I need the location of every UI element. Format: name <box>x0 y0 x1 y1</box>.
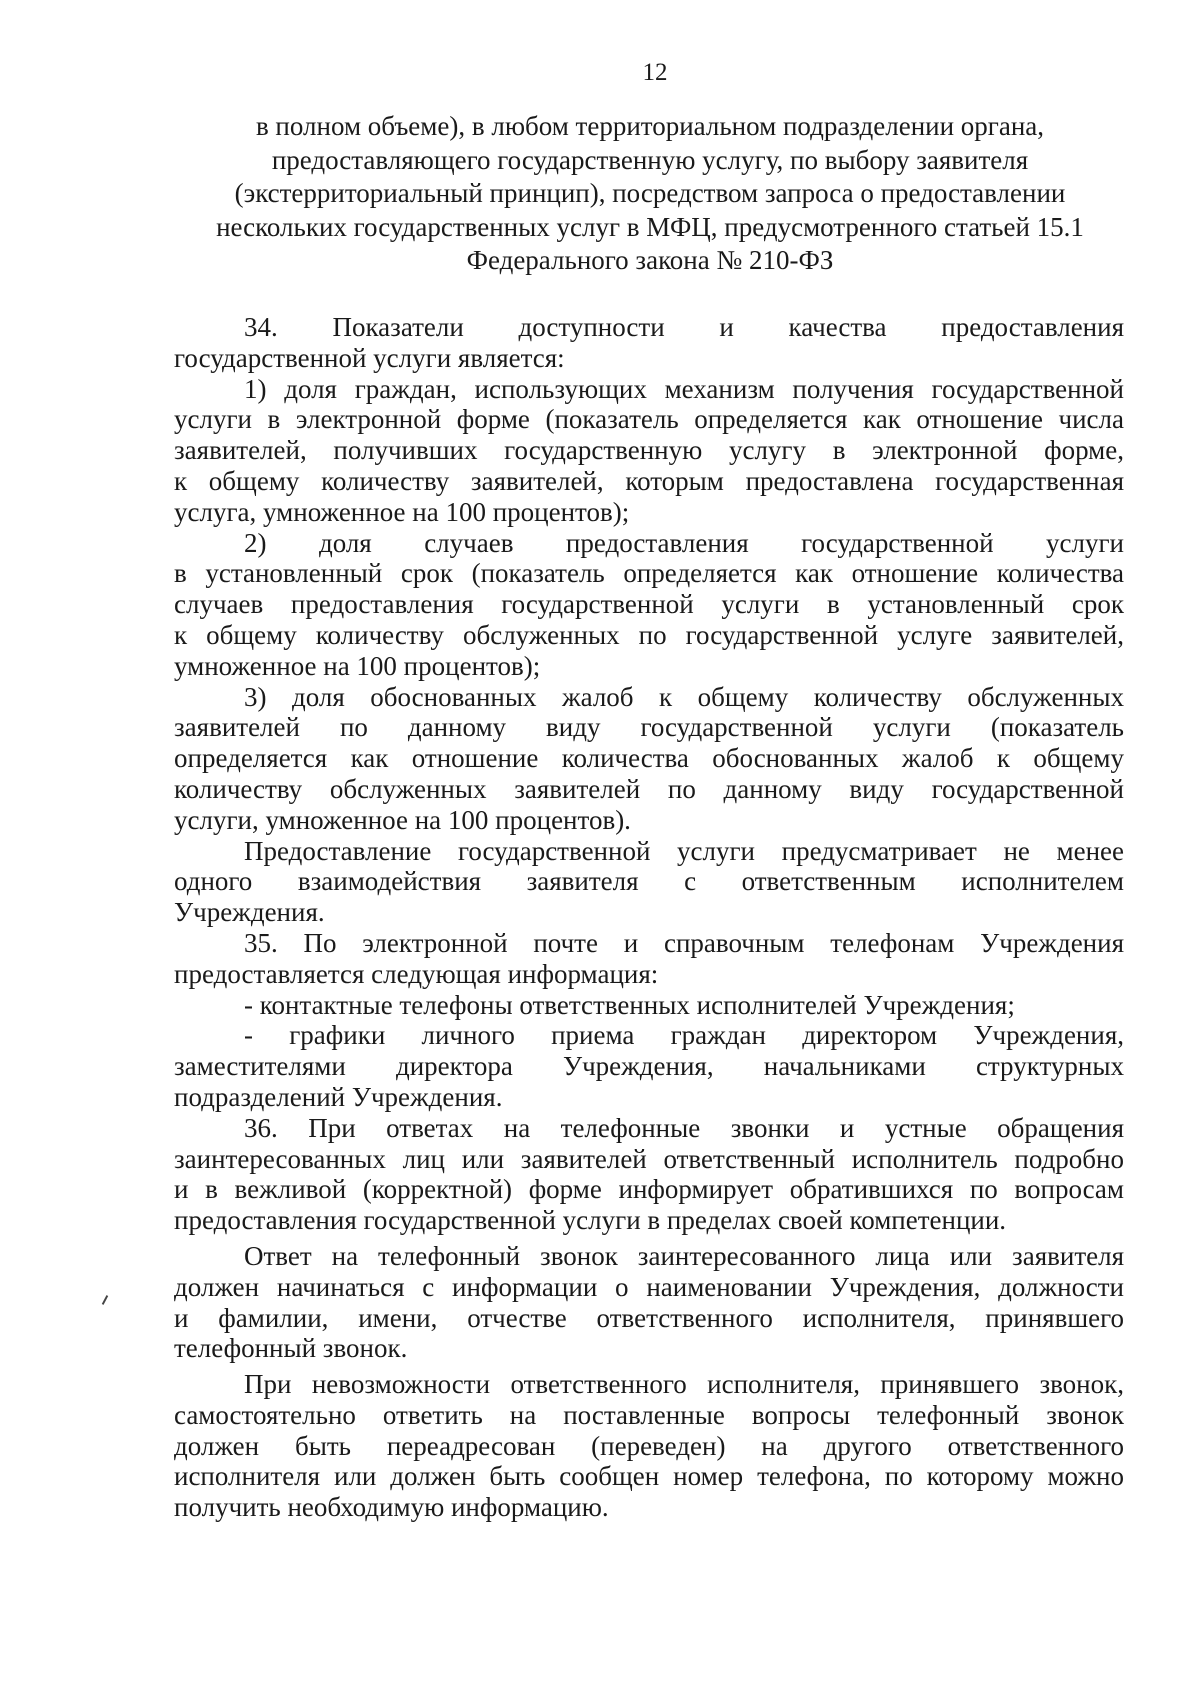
text-line: случаев предоставления государственной услуги в установленный срок <box>174 589 1124 620</box>
text-line: и фамилии, имени, отчестве ответственного исполнителя, принявшего <box>174 1302 1124 1333</box>
text-line: услуга, умноженное на 100 процентов); <box>174 496 630 527</box>
paragraph-34-item-3 <box>174 682 1124 836</box>
text-line: 35. По электронной почте и справочным телефонам Учреждения <box>244 927 1124 958</box>
text-line: телефонный звонок. <box>174 1333 408 1364</box>
margin-pen-mark <box>102 1295 108 1305</box>
paragraph-36 <box>174 1113 1124 1236</box>
text-line: 1) доля граждан, использующих механизм получения государственной <box>244 373 1124 404</box>
text-line: заинтересованных лиц или заявителей ответственный исполнитель подробно <box>174 1143 1124 1174</box>
document-body <box>174 312 1124 1523</box>
text-line: 36. При ответах на телефонные звонки и устные обращения <box>244 1112 1124 1143</box>
text-line: одного взаимодействия заявителя с ответственным исполнителем <box>174 866 1124 897</box>
paragraph-34-interaction <box>174 836 1124 928</box>
text-line: услуги в электронной форме (показатель определяется как отношение числа <box>174 404 1124 435</box>
paragraph-35 <box>174 928 1124 990</box>
text-line: При невозможности ответственного исполнителя, принявшего звонок, <box>244 1369 1124 1400</box>
text-line: в установленный срок (показатель определяется как отношение количества <box>174 558 1124 589</box>
text-line: исполнителя или должен быть сообщен номер телефона, по которому можно <box>174 1461 1124 1492</box>
text-line: нескольких государственных услуг в МФЦ, предусмотренного статьей 15.1 <box>216 211 1084 242</box>
text-line: Федерального закона № 210-ФЗ <box>466 245 834 275</box>
text-line: 3) доля обоснованных жалоб к общему количеству обслуженных <box>244 681 1124 712</box>
text-line: заявителей, получивших государственную услугу в электронной форме, <box>174 435 1124 466</box>
text-line: должен начинаться с информации о наименовании Учреждения, должности <box>174 1271 1124 1302</box>
text-line: предоставляется следующая информация: <box>174 958 659 989</box>
intro-continuation <box>180 110 1120 278</box>
text-line: 34. Показатели доступности и качества предоставления <box>244 312 1124 342</box>
text-line: государственной услуги является: <box>174 342 565 373</box>
text-line: заместителями директора Учреждения, начальниками структурных <box>174 1051 1124 1082</box>
text-line: к общему количеству заявителей, которым предоставлена государственная <box>174 465 1124 496</box>
paragraph-34 <box>174 312 1124 374</box>
text-line: предоставляющего государственную услугу, по выбору заявителя <box>271 144 1029 175</box>
text-line: 2) доля случаев предоставления государственной услуги <box>244 527 1124 558</box>
text-line: Ответ на телефонный звонок заинтересованного лица или заявителя <box>244 1240 1124 1271</box>
paragraph-36-redirect <box>174 1369 1124 1523</box>
text-line: заявителей по данному виду государственной услуги (показатель <box>174 712 1124 743</box>
text-line: услуги, умноженное на 100 процентов). <box>174 804 631 835</box>
text-line: и в вежливой (корректной) форме информирует обратившихся по вопросам <box>174 1174 1124 1205</box>
text-line: в полном объеме), в любом территориальном подразделении органа, <box>255 111 1045 141</box>
text-line: должен быть переадресован (переведен) на другого ответственного <box>174 1430 1124 1461</box>
text-line: (экстерриториальный принцип), посредством запроса о предоставлении <box>234 178 1066 208</box>
paragraph-34-item-2 <box>174 528 1124 682</box>
text-line: - графики личного приема граждан директором Учреждения, <box>244 1020 1124 1051</box>
text-line: Учреждения. <box>174 897 325 928</box>
text-line: получить необходимую информацию. <box>174 1492 609 1523</box>
paragraph-36-answer <box>174 1241 1124 1364</box>
text-line: предоставления государственной услуги в пределах своей компетенции. <box>174 1205 1007 1236</box>
text-line: Предоставление государственной услуги предусматривает не менее <box>244 835 1124 866</box>
text-line: самостоятельно ответить на поставленные вопросы телефонный звонок <box>174 1399 1124 1430</box>
paragraph-34-item-1 <box>174 374 1124 528</box>
page-number: 12 <box>642 59 668 86</box>
text-line: подразделений Учреждения. <box>174 1081 503 1112</box>
paragraph-35-item-1 <box>174 990 1124 1021</box>
text-line: умноженное на 100 процентов); <box>174 650 541 681</box>
text-line: к общему количеству обслуженных по государственной услуге заявителей, <box>174 619 1124 650</box>
text-line: количеству обслуженных заявителей по данному виду государственной <box>174 773 1124 804</box>
paragraph-35-item-2 <box>174 1020 1124 1112</box>
text-line: определяется как отношение количества обоснованных жалоб к общему <box>174 743 1124 774</box>
text-line: - контактные телефоны ответственных исполнителей Учреждения; <box>244 989 1015 1020</box>
